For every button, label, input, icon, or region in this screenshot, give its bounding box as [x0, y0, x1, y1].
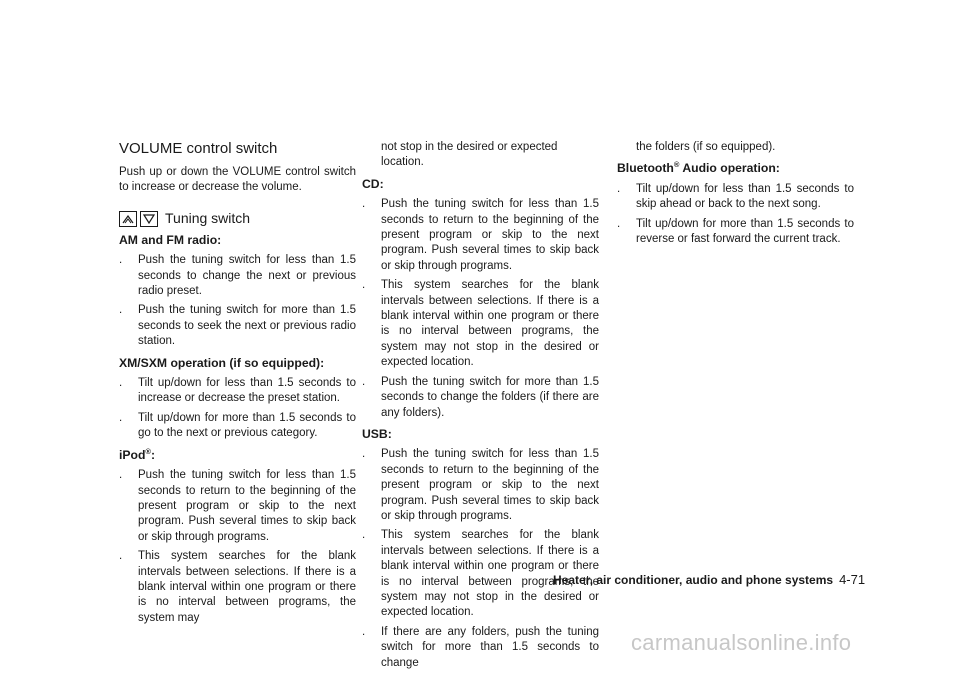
tune-up-icon: [119, 211, 137, 227]
watermark: carmanualsonline.info: [631, 630, 852, 655]
list-item-text: Push the tuning switch for less than 1.5 seconds to return to the beginning of the present program or skip to the next program. Push several times to skip back or skip through programs.: [381, 448, 599, 522]
am-fm-list: [119, 253, 356, 349]
footer-section-title: Heater, air conditioner, audio and phone systems: [553, 573, 834, 587]
list-item: [119, 253, 356, 299]
bullet: .: [119, 377, 123, 390]
list-item: [362, 197, 599, 274]
registered-mark: ®: [145, 446, 151, 456]
continued-text: the folders (if so equipped).: [636, 141, 776, 153]
list-item-text: This system searches for the blank intervals between selections. If there is a blank interval within one program or there is no interval between programs, the system may: [138, 550, 356, 624]
bullet: .: [362, 279, 366, 292]
list-item: [362, 447, 599, 524]
bullet: .: [119, 469, 123, 482]
cd-heading: CD:: [362, 176, 384, 191]
xm-heading: XM/SXM operation (if so equipped):: [119, 355, 325, 370]
list-item: [362, 625, 599, 671]
volume-heading: VOLUME control switch: [119, 140, 278, 157]
list-item: [119, 468, 356, 545]
column-left: [119, 140, 356, 630]
list-item-text: Push the tuning switch for more than 1.5 seconds to seek the next or previous radio station.: [138, 304, 356, 348]
list-item: [617, 217, 854, 248]
bluetooth-heading-text: Bluetooth: [617, 161, 674, 176]
bullet: .: [119, 254, 123, 267]
list-item: [617, 182, 854, 213]
ipod-heading-colon: :: [150, 447, 155, 462]
continued-text: not stop in the desired or expected location.: [381, 141, 558, 169]
usb-list: [362, 447, 599, 671]
tuning-switch-heading: [119, 211, 356, 227]
page-number: 4-71: [839, 572, 866, 587]
registered-mark: ®: [673, 160, 680, 170]
bluetooth-list: [617, 182, 854, 248]
list-item-text: If there are any folders, push the tuning switch for more than 1.5 seconds to change: [381, 625, 599, 669]
cd-list: [362, 197, 599, 421]
bullet: .: [362, 198, 366, 211]
list-item-text: Tilt up/down for more than 1.5 seconds to reverse or fast forward the current track.: [636, 217, 854, 246]
page-footer: [553, 572, 865, 587]
bullet: .: [119, 411, 123, 424]
am-fm-heading: AM and FM radio:: [119, 232, 222, 247]
list-item-text: Tilt up/down for less than 1.5 seconds to skip ahead or back to the next song.: [636, 182, 854, 211]
bullet: .: [362, 529, 366, 542]
list-item: [362, 375, 599, 421]
list-item-text: This system searches for the blank intervals between selections. If there is a blank interval within one program or there is no interval between programs, the system may not stop in the desired or expected location.: [381, 529, 599, 619]
tune-down-icon: [140, 211, 158, 227]
bullet: .: [362, 625, 366, 638]
bullet: .: [119, 304, 123, 317]
list-item: [119, 376, 356, 407]
list-item-text: This system searches for the blank intervals between selections. If there is a blank interval within one program or there is no interval between programs, the system may not stop in the desired or expected location.: [381, 279, 599, 369]
bullet: .: [362, 448, 366, 461]
list-item-text: Push the tuning switch for less than 1.5 seconds to change the next or previous radio preset.: [138, 254, 356, 298]
bullet: .: [362, 375, 366, 388]
list-item-text: Push the tuning switch for more than 1.5 seconds to change the folders (if there are any folders).: [381, 375, 599, 419]
tuning-switch-title: Tuning switch: [165, 210, 251, 227]
bullet: .: [617, 182, 621, 195]
list-item: [119, 303, 356, 349]
ipod-heading-text: iPod: [119, 447, 146, 462]
list-item: [119, 411, 356, 442]
list-item-text: Push the tuning switch for less than 1.5 seconds to return to the beginning of the present program or skip to the next program. Push several times to skip back or skip through programs.: [138, 469, 356, 543]
list-item: [119, 549, 356, 626]
list-item: [362, 278, 599, 370]
ipod-list: [119, 468, 356, 626]
list-item-text: Tilt up/down for more than 1.5 seconds to go to the next or previous category.: [138, 411, 356, 440]
xm-list: [119, 376, 356, 442]
bullet: .: [617, 217, 621, 230]
column-right: [617, 140, 854, 251]
list-item-text: Tilt up/down for less than 1.5 seconds to increase or decrease the preset station.: [138, 377, 356, 405]
bullet: .: [119, 550, 123, 563]
usb-heading: USB:: [362, 426, 392, 441]
bluetooth-heading-suffix: Audio operation:: [679, 161, 780, 176]
column-middle: [362, 140, 599, 675]
bluetooth-heading: [617, 161, 854, 176]
volume-paragraph: Push up or down the VOLUME control switch to increase or decrease the volume.: [119, 166, 356, 194]
list-item-text: Push the tuning switch for less than 1.5 seconds to return to the beginning of the present program or skip to the next program. Push several times to skip back or skip through programs.: [381, 198, 599, 272]
ipod-heading: [119, 448, 356, 463]
